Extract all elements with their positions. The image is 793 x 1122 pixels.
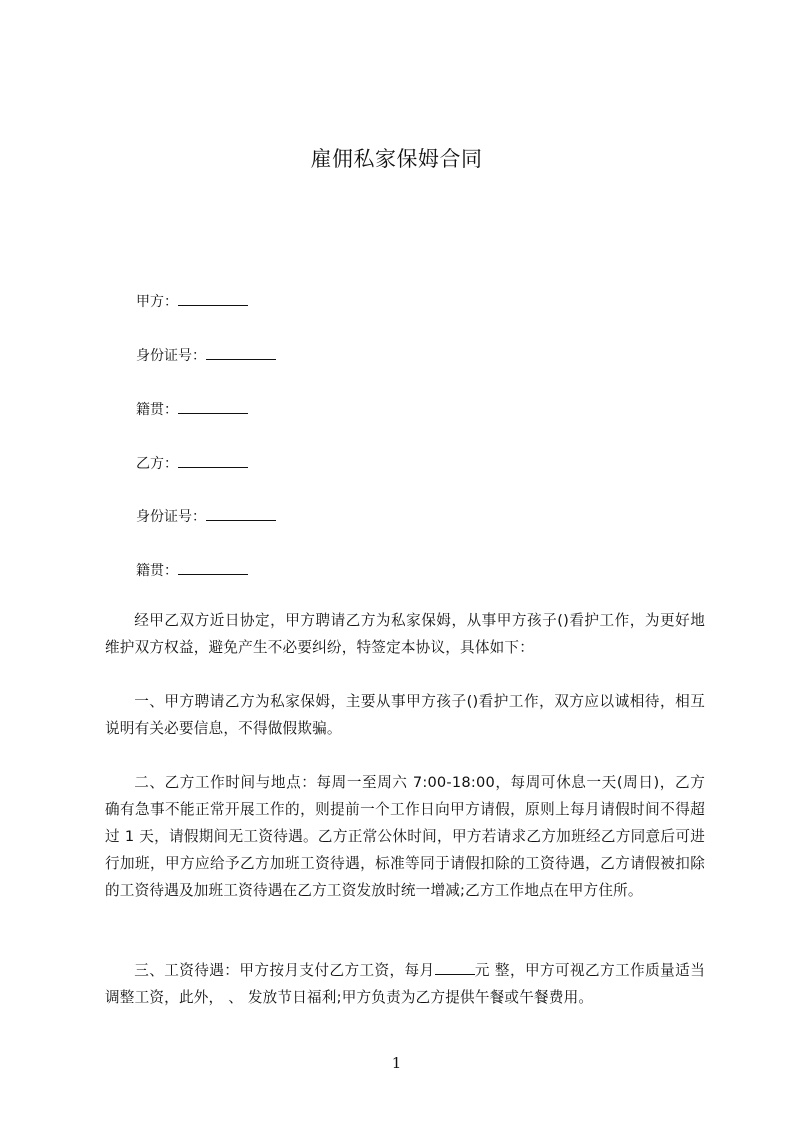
party-b-blank <box>178 453 248 468</box>
clause-1-paragraph: 一、甲方聘请乙方为私家保姆，主要从事甲方孩子()看护工作，双方应以诚相待，相互说明有关必要信息，不得做假欺骗。 <box>105 693 705 737</box>
intro-paragraph: 经甲乙双方近日协定，甲方聘请乙方为私家保姆，从事甲方孩子()看护工作，为更好地维护双方权益，避免产生不必要纠纷，特签定本协议，具体如下： <box>105 612 705 656</box>
clause-3-text-part1: 三、工资待遇：甲方按月支付乙方工资，每月 <box>134 962 435 979</box>
party-a-native-place-blank <box>178 399 248 414</box>
document-title: 雇佣私家保姆合同 <box>310 147 483 171</box>
party-a-label: 甲方： <box>136 294 178 310</box>
party-b-id-field <box>136 506 276 527</box>
clause-3-text-part2: 元 整，甲方可视乙方工作质量适当调整工资，此外， 、 发放节日福利;甲方负责为乙方提供午餐或午餐费用。 <box>105 962 705 1006</box>
party-a-native-place-field <box>136 399 248 420</box>
clause-3-paragraph <box>105 957 705 1011</box>
party-b-field <box>136 453 248 474</box>
party-a-id-blank <box>206 345 276 360</box>
clause-2-paragraph: 二、乙方工作时间与地点：每周一至周六 7:00-18:00，每周可休息一天(周日)，乙方确有急事不能正常开展工作的，则提前一个工作日向甲方请假，原则上每月请假时间不得超过 1 天，请假期间无工资待遇。乙方正常公休时间，甲方若请求乙方加班经乙方同意后可进行加班，甲方应给予乙方加班工资待遇，标准等同于请假扣除的工资待遇，乙方请假被扣除的工资待遇及加班工资待遇在乙方工资发放时统一增减;乙方工作地点在甲方住所。 <box>105 774 705 899</box>
party-a-id-label: 身份证号： <box>136 348 206 364</box>
party-b-native-place-label: 籍贯： <box>136 563 178 579</box>
party-b-id-label: 身份证号： <box>136 509 206 525</box>
party-a-id-field <box>136 345 276 366</box>
party-b-native-place-field <box>136 560 248 581</box>
salary-blank <box>435 960 475 975</box>
party-a-field <box>136 291 248 312</box>
party-b-label: 乙方： <box>136 456 178 472</box>
party-a-native-place-label: 籍贯： <box>136 402 178 418</box>
page-number: 1 <box>391 1054 402 1072</box>
party-b-id-blank <box>206 506 276 521</box>
party-b-native-place-blank <box>178 560 248 575</box>
party-a-blank <box>178 291 248 306</box>
